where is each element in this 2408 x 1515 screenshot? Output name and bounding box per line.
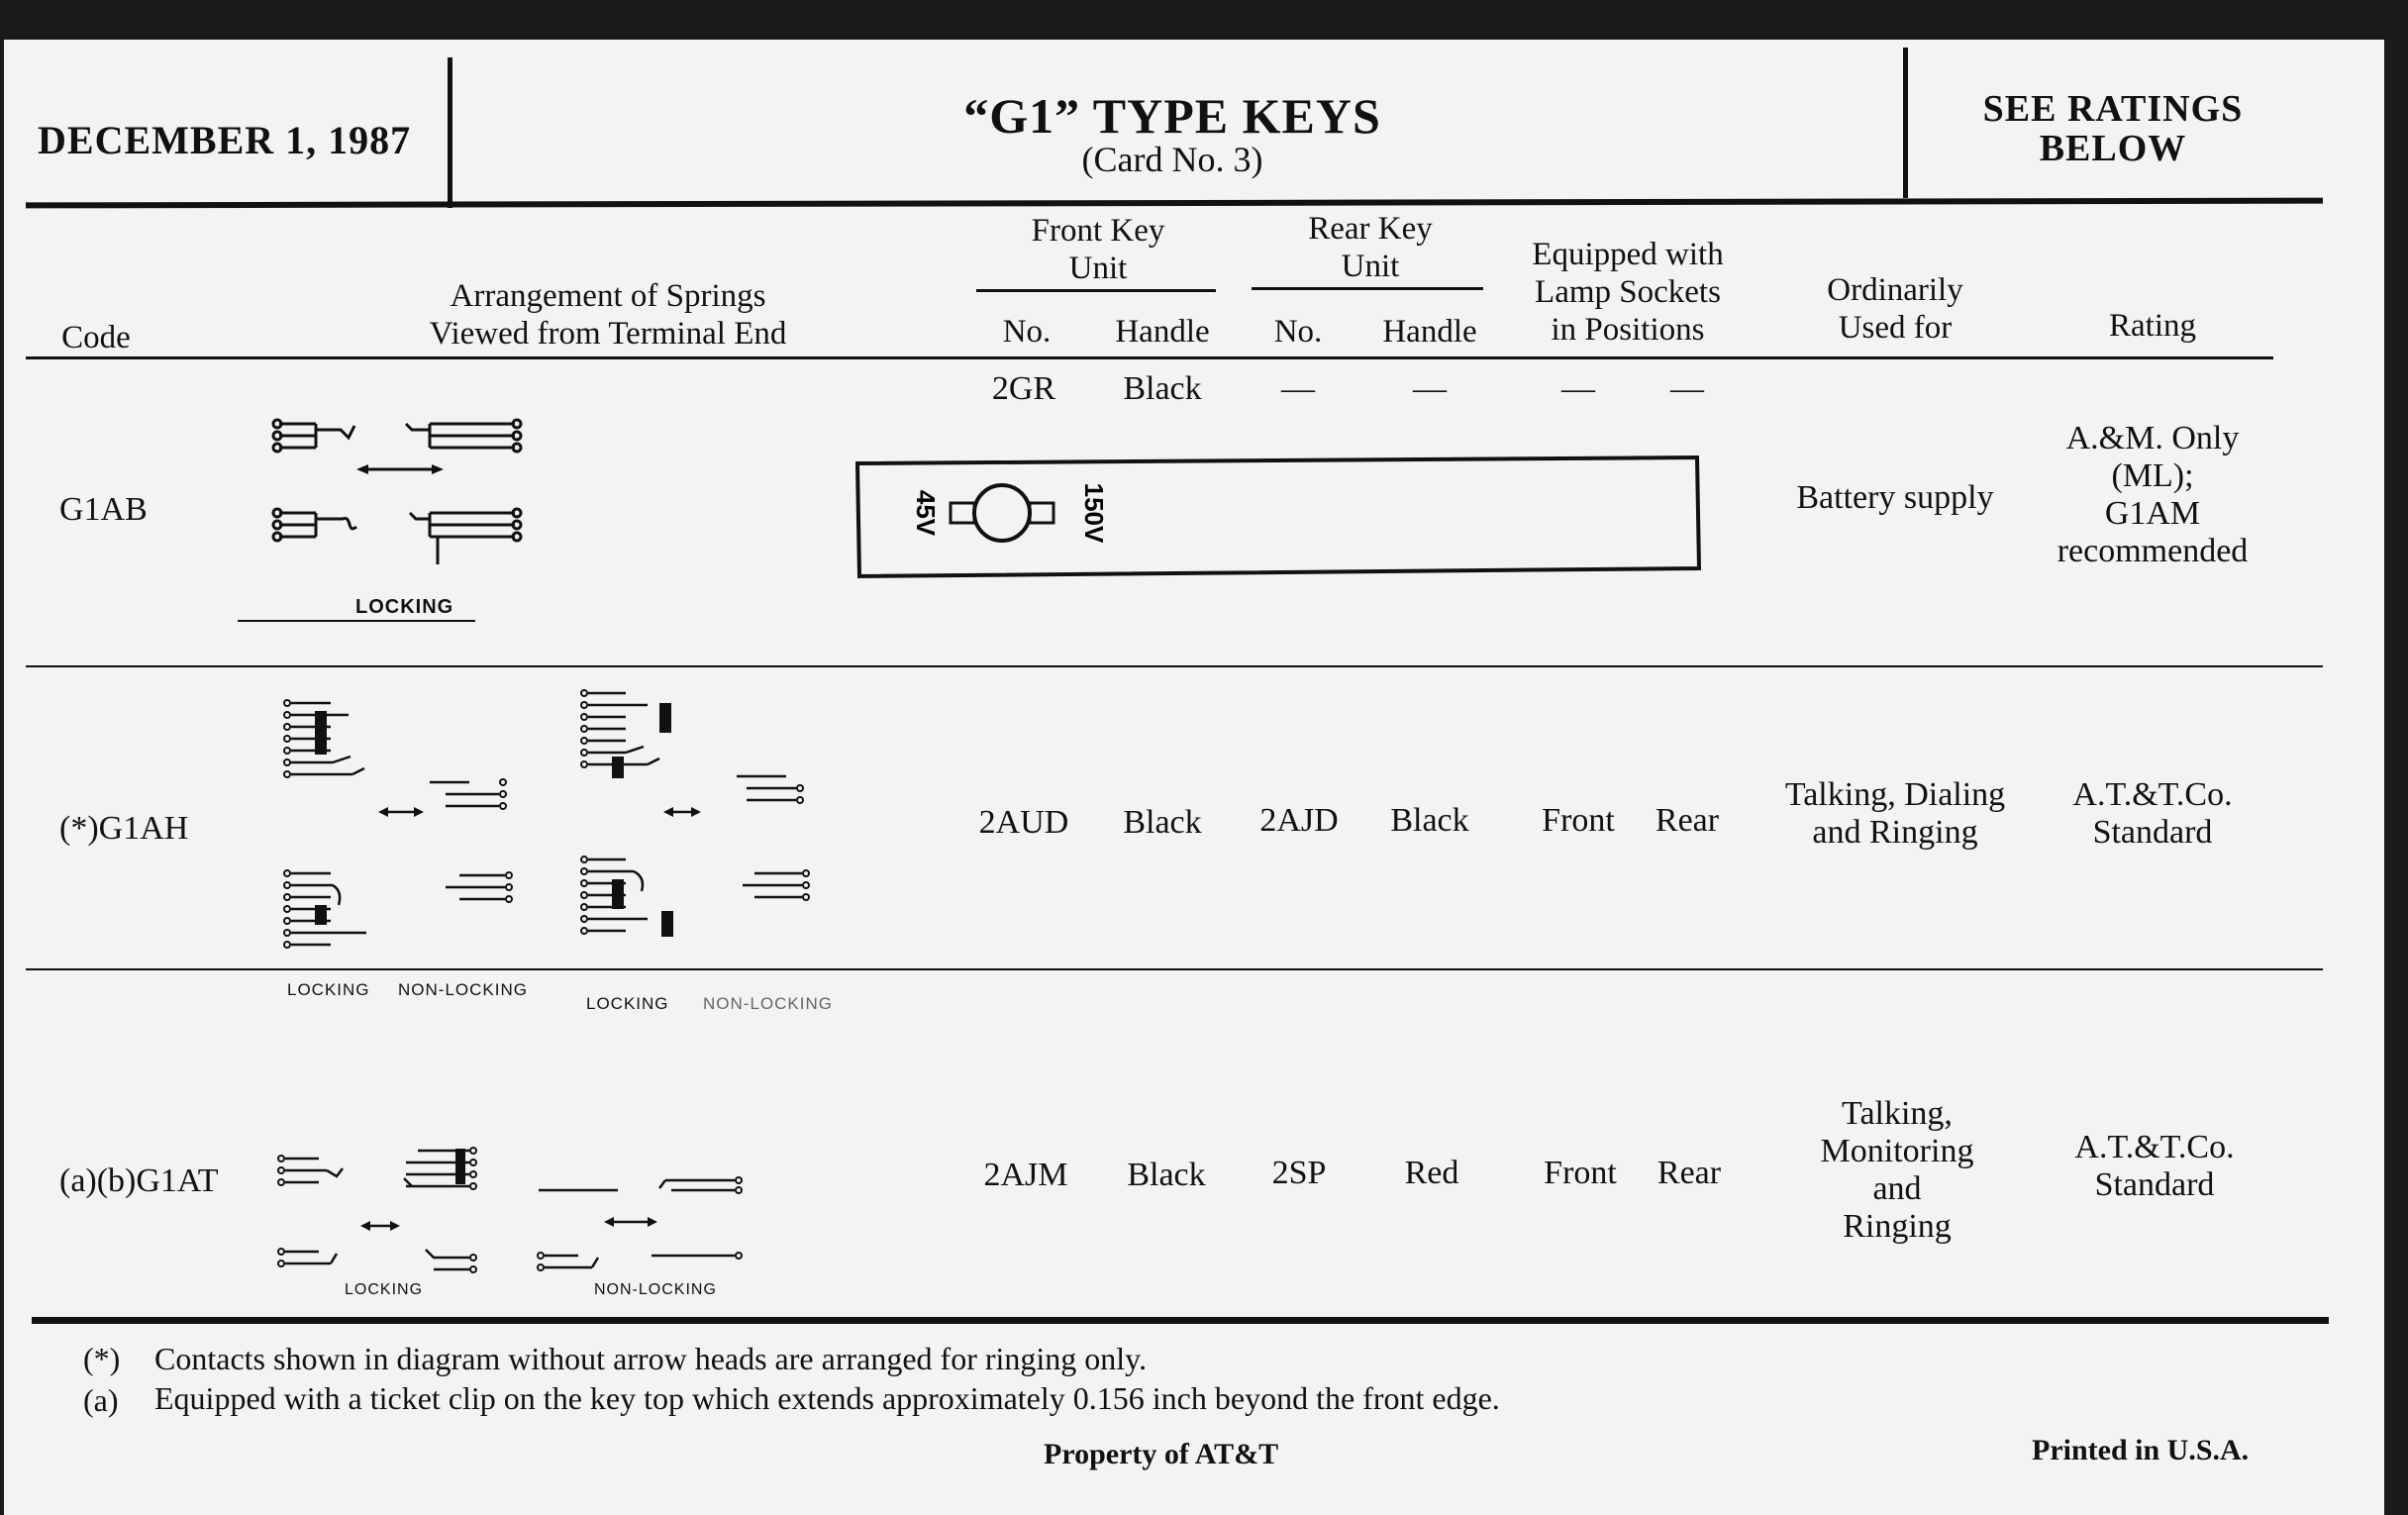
col-front-no: No. xyxy=(1002,314,1052,350)
g1at-used-line3: and xyxy=(1872,1170,1922,1207)
row-g1at-used-for xyxy=(1758,1095,2036,1246)
row-g1at-rear-no: 2SP xyxy=(1271,1155,1327,1191)
row-g1at-code: (a)(b)G1AT xyxy=(59,1162,219,1199)
card-title: “G1” TYPE KEYS xyxy=(963,88,1381,144)
g1ab-lamp-left-label: 45V xyxy=(911,489,941,537)
rear-key-rule xyxy=(1252,287,1483,290)
row-g1ah-rating xyxy=(2024,776,2281,852)
g1ah-used-line2: and Ringing xyxy=(1812,814,1978,851)
g1ab-rating-line4: recommended xyxy=(2057,533,2249,569)
g1ah-label-c: LOCKING xyxy=(586,994,669,1013)
g1ab-spring-diagram xyxy=(232,396,568,574)
g1ah-label-b: NON-LOCKING xyxy=(398,980,528,999)
g1ab-label-rule xyxy=(238,620,475,622)
footer-printed: Printed in U.S.A. xyxy=(2032,1434,2250,1466)
row-g1ah-front-handle: Black xyxy=(1123,804,1202,841)
g1at-spring-diagram xyxy=(271,1093,766,1291)
row-g1ah-code: (*)G1AH xyxy=(59,810,189,847)
g1ah-used-line1: Talking, Dialing xyxy=(1784,776,2006,813)
row-g1ab-lamp-front: — xyxy=(1561,370,1595,407)
g1ab-rating-line3: G1AM xyxy=(2104,495,2201,532)
col-code: Code xyxy=(61,320,131,355)
row-g1ab-rating xyxy=(2024,420,2281,570)
row-g1ab-front-handle: Black xyxy=(1123,370,1202,407)
table-bottom-rule xyxy=(32,1317,2329,1324)
reference-card xyxy=(4,40,2384,1515)
footnote-2-text: Equipped with a ticket clip on the key top which extends approximately 0.156 inch beyond the front edge. xyxy=(154,1380,1500,1416)
header-divider-left xyxy=(448,57,452,208)
header-rule xyxy=(26,198,2323,209)
col-arrangement-line2: Viewed from Terminal End xyxy=(429,316,787,352)
col-rating: Rating xyxy=(2109,308,2196,344)
col-rear-key xyxy=(1247,210,1494,285)
row-g1ah-front-no: 2AUD xyxy=(978,804,1069,841)
col-rear-handle: Handle xyxy=(1382,314,1477,350)
row-g1ab-front-no: 2GR xyxy=(991,370,1056,407)
g1at-used-line4: Ringing xyxy=(1843,1208,1952,1245)
g1at-label-b: NON-LOCKING xyxy=(594,1281,717,1298)
card-subtitle: (Card No. 3) xyxy=(1081,140,1263,179)
row-g1at-front-handle: Black xyxy=(1127,1157,1206,1193)
footer-property: Property of AT&T xyxy=(1044,1438,1279,1470)
card-date: DECEMBER 1, 1987 xyxy=(38,118,412,162)
col-rear-key-line1: Rear Key xyxy=(1308,211,1433,247)
col-rear-key-line2: Unit xyxy=(1341,249,1400,284)
row-g1at-rear-handle: Red xyxy=(1404,1155,1459,1191)
col-lamp-line2: Lamp Sockets xyxy=(1535,274,1721,310)
row-g1ah-rear-handle: Black xyxy=(1390,802,1469,839)
row-g1at-lamp-rear: Rear xyxy=(1656,1155,1722,1191)
row-g1ab-lamp-rear: — xyxy=(1670,370,1704,407)
g1ah-rating-line1: A.T.&T.Co. xyxy=(2072,776,2233,813)
col-used-for xyxy=(1766,271,2024,347)
row-g1ab-rear-handle: — xyxy=(1413,370,1447,407)
g1ah-label-d: NON-LOCKING xyxy=(703,994,833,1013)
row-g1ab-rear-no: — xyxy=(1281,370,1315,407)
col-lamp-sockets xyxy=(1499,236,1756,349)
col-used-line2: Used for xyxy=(1838,310,1953,346)
row-g1ab-code: G1AB xyxy=(59,491,148,528)
col-arrangement-line1: Arrangement of Springs xyxy=(450,278,766,314)
front-key-rule xyxy=(976,289,1216,292)
row-g1ah-rule xyxy=(26,968,2323,970)
row-g1ab-rule xyxy=(26,665,2323,667)
ratings-note xyxy=(1915,89,2311,168)
g1ab-diagram-label: LOCKING xyxy=(355,596,454,618)
g1at-label-a: LOCKING xyxy=(345,1281,424,1298)
col-lamp-line1: Equipped with xyxy=(1532,237,1724,272)
col-used-line1: Ordinarily xyxy=(1827,272,1963,308)
column-header-rule xyxy=(26,356,2273,359)
col-lamp-line3: in Positions xyxy=(1551,312,1705,348)
g1at-used-line2: Monitoring xyxy=(1820,1133,1974,1169)
g1at-rating-line1: A.T.&T.Co. xyxy=(2074,1129,2235,1165)
g1ab-rating-line2: (ML); xyxy=(2111,457,2194,494)
g1ab-lamp-box xyxy=(855,454,1703,582)
g1ah-rating-line2: Standard xyxy=(2092,814,2213,851)
row-g1ah-rear-no: 2AJD xyxy=(1259,802,1339,839)
col-front-key-line1: Front Key xyxy=(1031,213,1165,249)
row-g1at-lamp-front: Front xyxy=(1544,1155,1617,1191)
header-divider-right xyxy=(1903,48,1908,198)
row-g1ah-lamp-front: Front xyxy=(1542,802,1615,839)
g1ab-lamp-right-label: 150V xyxy=(1079,482,1109,544)
footnote-1-text: Contacts shown in diagram without arrow heads are arranged for ringing only. xyxy=(154,1341,1148,1376)
col-front-key-line2: Unit xyxy=(1068,251,1128,286)
g1ah-label-a: LOCKING xyxy=(287,980,370,999)
row-g1at-front-no: 2AJM xyxy=(983,1157,1068,1193)
col-rear-no: No. xyxy=(1273,314,1323,350)
col-front-key xyxy=(974,212,1222,287)
ratings-note-line1: SEE RATINGS xyxy=(1982,88,2244,130)
ratings-note-line2: BELOW xyxy=(2039,128,2187,169)
g1ah-spring-diagram xyxy=(271,689,855,986)
footnote-1-mark: (*) xyxy=(83,1341,121,1376)
col-arrangement xyxy=(360,277,855,353)
row-g1ah-used-for xyxy=(1756,776,2034,852)
row-g1ah-lamp-rear: Rear xyxy=(1655,802,1720,839)
g1at-rating-line2: Standard xyxy=(2094,1166,2215,1203)
col-front-handle: Handle xyxy=(1115,314,1210,350)
footnote-2-mark: (a) xyxy=(83,1382,119,1418)
row-g1at-rating xyxy=(2026,1129,2283,1204)
g1ab-rating-line1: A.&M. Only xyxy=(2065,420,2240,456)
row-g1ab-used-for: Battery supply xyxy=(1796,479,1994,516)
g1at-used-line1: Talking, xyxy=(1842,1095,1953,1132)
